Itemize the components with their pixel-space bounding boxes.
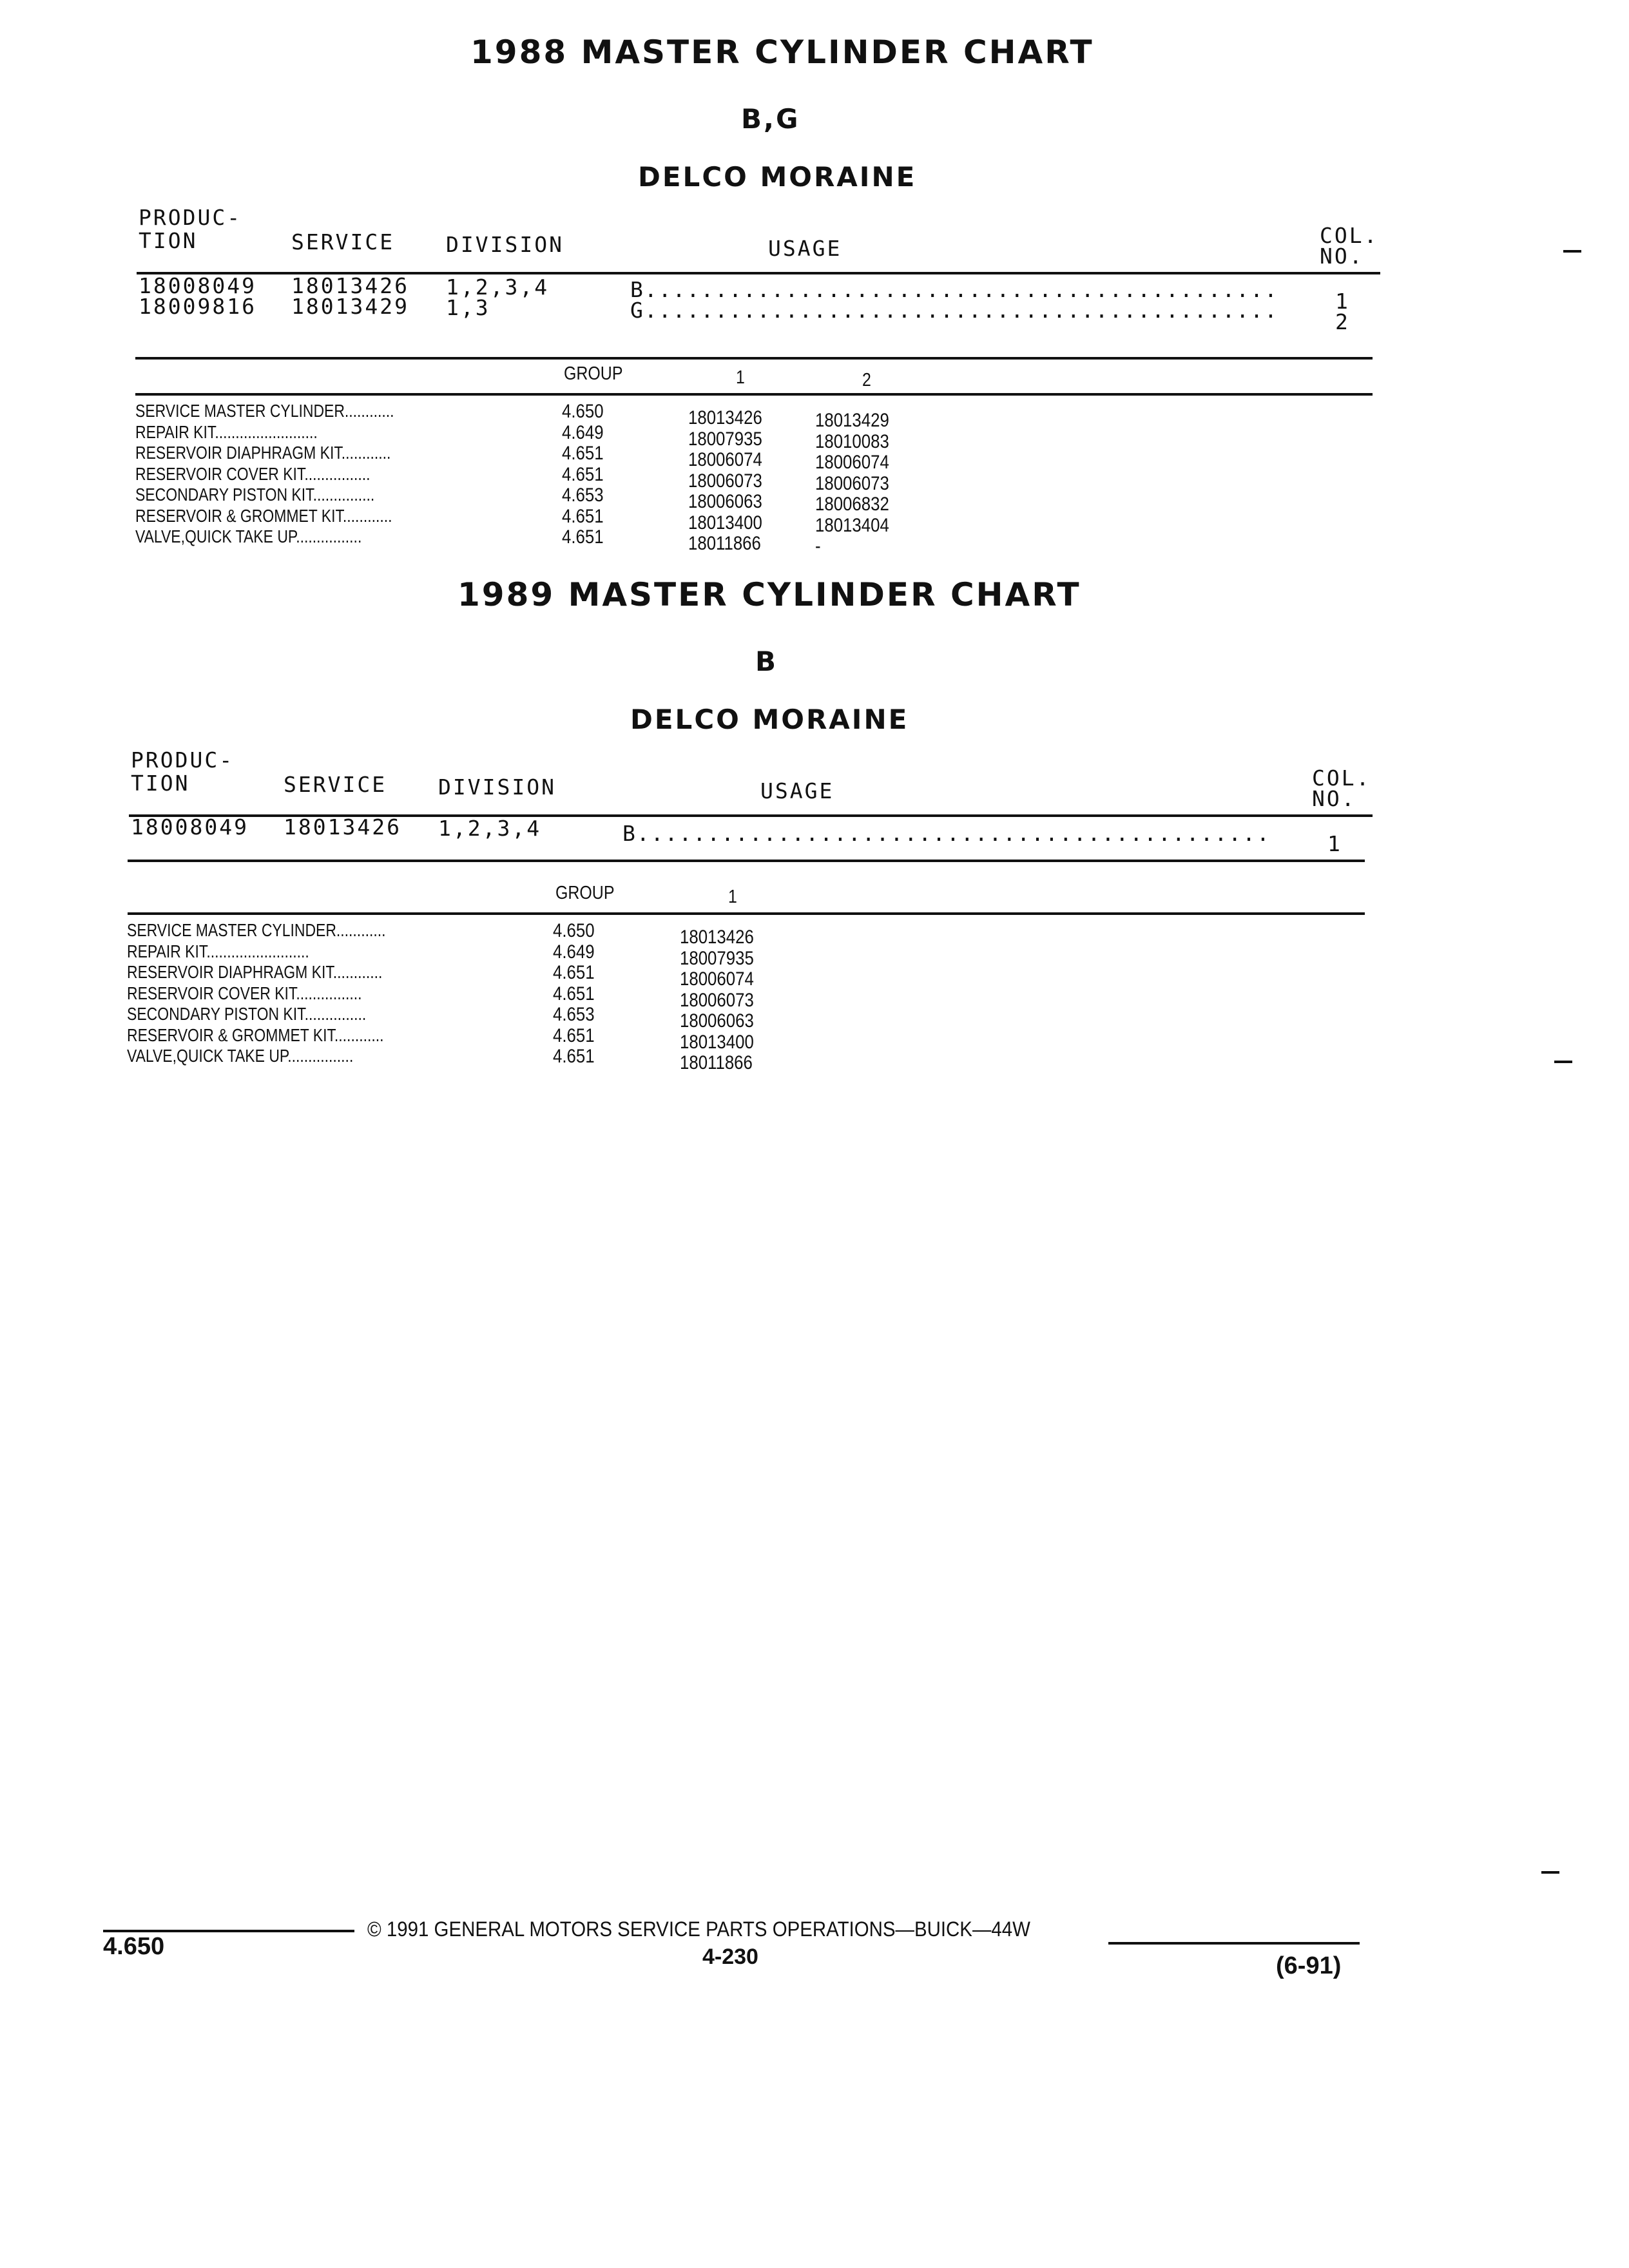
part-group-cell: 4.649: [553, 941, 595, 963]
part-number-col1: 18006074: [680, 968, 754, 990]
part-number-col1: 18006073: [680, 989, 754, 1011]
parts-group-header-1988: GROUP: [564, 363, 623, 384]
part-number-col1: 18007935: [680, 947, 754, 969]
part-group-cell: 4.650: [562, 401, 604, 422]
series-label-1988: B,G: [741, 103, 800, 135]
part-name-cell: RESERVOIR & GROMMET KIT............: [135, 505, 392, 526]
chart-title-1989: 1989 MASTER CYLINDER CHART: [458, 576, 1081, 613]
col-no-cell: 1: [1335, 289, 1350, 314]
part-number-col1: 18006073: [688, 470, 762, 492]
service-cell: 18013426: [284, 814, 401, 840]
header-service-1988: SERVICE: [291, 229, 395, 255]
margin-mark: [1554, 1061, 1572, 1063]
header-service-1989: SERVICE: [284, 772, 387, 797]
margin-mark: [1563, 250, 1581, 253]
header-usage-1989: USAGE: [760, 778, 834, 803]
part-group-cell: 4.651: [553, 1024, 595, 1046]
part-group-cell: 4.651: [562, 505, 604, 527]
chart-title-1988: 1988 MASTER CYLINDER CHART: [470, 34, 1094, 71]
part-group-cell: 4.651: [553, 983, 595, 1004]
part-number-col2: 18006074: [815, 452, 889, 473]
footer-section-number: 4.650: [103, 1933, 165, 1960]
division-cell: 1,2,3,4: [446, 274, 550, 300]
part-number-col1: 18013400: [688, 512, 762, 533]
col-no-cell: 2: [1335, 309, 1350, 334]
header-division-1989: DIVISION: [438, 774, 556, 800]
part-number-col1: 18006063: [680, 1010, 754, 1032]
part-group-cell: 4.651: [553, 962, 595, 983]
maker-label-1988: DELCO MORAINE: [638, 161, 917, 193]
part-name-cell: SERVICE MASTER CYLINDER............: [127, 920, 386, 940]
parts-col2-header-1988: 2: [862, 370, 871, 390]
part-name-cell: REPAIR KIT.........................: [135, 421, 318, 442]
header-division-1988: DIVISION: [446, 232, 564, 257]
footer-rule-right: [1108, 1942, 1360, 1945]
part-name-cell: SECONDARY PISTON KIT...............: [127, 1004, 367, 1024]
maker-label-1989: DELCO MORAINE: [630, 704, 909, 735]
part-name-cell: RESERVOIR DIAPHRAGM KIT............: [127, 962, 383, 982]
part-number-col1: 18013426: [680, 927, 754, 948]
part-number-col1: 18011866: [688, 533, 761, 554]
usage-cell: B.............................................: [630, 277, 1278, 302]
margin-mark: [1541, 1871, 1559, 1874]
part-name-cell: REPAIR KIT.........................: [127, 941, 309, 961]
part-name-cell: VALVE,QUICK TAKE UP................: [127, 1046, 354, 1066]
production-cell: 18008049: [139, 273, 256, 298]
part-group-cell: 4.651: [562, 463, 604, 485]
part-group-cell: 4.653: [562, 485, 604, 506]
footer-date: (6-91): [1276, 1952, 1342, 1979]
part-name-cell: VALVE,QUICK TAKE UP................: [135, 526, 362, 546]
series-label-1989: B: [755, 646, 778, 677]
part-group-cell: 4.651: [562, 443, 604, 464]
service-cell: 18013426: [291, 273, 409, 298]
part-name-cell: RESERVOIR & GROMMET KIT............: [127, 1024, 384, 1045]
part-group-cell: 4.653: [553, 1004, 595, 1025]
usage-cell: B.............................................: [622, 821, 1271, 846]
part-number-col2: 18010083: [815, 430, 889, 452]
parts-col1-header-1989: 1: [728, 887, 737, 907]
part-number-col2: 18006073: [815, 472, 889, 494]
part-name-cell: RESERVOIR DIAPHRAGM KIT............: [135, 443, 391, 463]
part-number-col2: -: [815, 535, 821, 557]
header-production-1989: PRODUC- TION: [131, 747, 235, 796]
part-number-col1: 18006063: [688, 491, 762, 512]
footer-page-number: 4-230: [702, 1945, 758, 1969]
part-number-col1: 18011866: [680, 1052, 753, 1073]
part-group-cell: 4.651: [562, 526, 604, 548]
part-number-col2: 18013429: [815, 410, 889, 431]
col-no-cell: 1: [1327, 831, 1342, 856]
header-usage-1988: USAGE: [768, 236, 842, 261]
header-col-no-1988: COL. NO.: [1320, 223, 1379, 269]
part-number-col1: 18013400: [680, 1031, 754, 1053]
production-cell: 18009816: [139, 294, 256, 319]
part-number-col2: 18006832: [815, 494, 889, 515]
service-cell: 18013429: [291, 294, 409, 319]
part-number-col1: 18006074: [688, 449, 762, 470]
production-cell: 18008049: [131, 814, 249, 840]
section-rule-1989: [128, 860, 1365, 862]
footer-copyright: © 1991 GENERAL MOTORS SERVICE PARTS OPERATIONS—BUICK—44W: [367, 1917, 1030, 1941]
footer-rule-left: [103, 1930, 354, 1932]
parts-header-rule-1988: [135, 393, 1373, 396]
part-name-cell: SERVICE MASTER CYLINDER............: [135, 401, 394, 421]
part-name-cell: SECONDARY PISTON KIT...............: [135, 485, 375, 505]
part-name-cell: RESERVOIR COVER KIT................: [127, 983, 362, 1003]
usage-cell: G.............................................: [630, 298, 1278, 323]
part-number-col2: 18013404: [815, 514, 889, 536]
header-production-1988: PRODUC- TION: [139, 205, 242, 253]
part-group-cell: 4.650: [553, 920, 595, 941]
part-name-cell: RESERVOIR COVER KIT................: [135, 463, 371, 484]
parts-col1-header-1988: 1: [736, 367, 745, 388]
part-number-col1: 18013426: [688, 407, 762, 428]
part-group-cell: 4.649: [562, 421, 604, 443]
section-rule-1988: [135, 357, 1373, 360]
header-col-no-1989: COL. NO.: [1312, 765, 1371, 811]
parts-header-rule-1989: [128, 912, 1365, 915]
parts-group-header-1989: GROUP: [555, 883, 615, 903]
division-cell: 1,2,3,4: [438, 816, 542, 841]
part-group-cell: 4.651: [553, 1046, 595, 1067]
division-cell: 1,3: [446, 295, 490, 320]
part-number-col1: 18007935: [688, 428, 762, 450]
